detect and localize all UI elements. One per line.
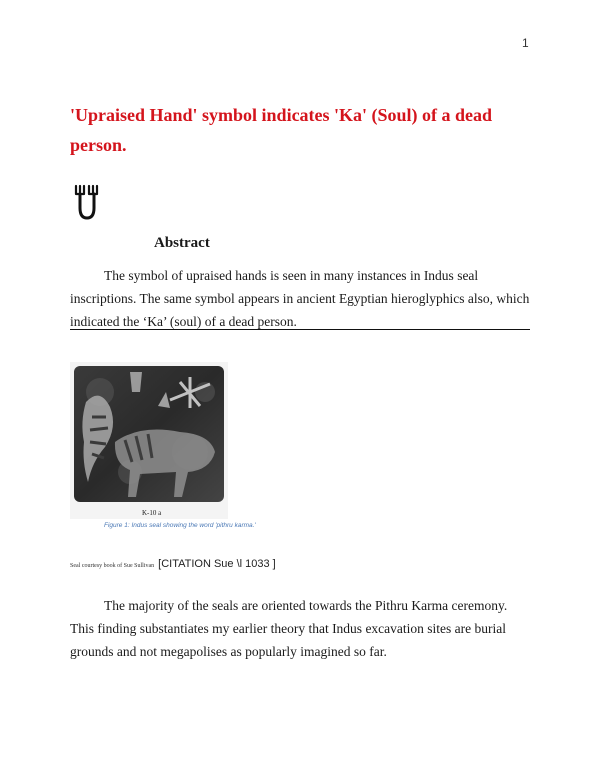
seal-credit: Seal courtesy book of Sue Sullivan (70, 563, 155, 569)
page-number: 1 (522, 36, 529, 50)
abstract-paragraph: The symbol of upraised hands is seen in many instances in Indus seal inscriptions. The same symbol appears in ancient Egyptian hieroglyphics also, which indicated the ‘Ka’ (soul) of a dead person. (70, 268, 530, 329)
credit-line (70, 554, 276, 572)
section-divider (70, 329, 530, 330)
upraised-hands-glyph-icon (70, 182, 104, 222)
page-title: 'Upraised Hand' symbol indicates 'Ka' (Soul) of a dead person. (70, 105, 493, 155)
citation-field: [CITATION Sue \l 1033 ] (158, 558, 276, 570)
figure-caption: Figure 1: Indus seal showing the word 'pithru karma.' (104, 522, 256, 529)
body-paragraph: The majority of the seals are oriented towards the Pithru Karma ceremony. This finding substantiates my earlier theory that Indus excavation sites are burial grounds and not megapolises as popularly imagined so far. (70, 598, 508, 659)
seal-label: K-10 a (142, 509, 162, 517)
abstract-heading: Abstract (154, 235, 210, 251)
indus-seal-figure (70, 362, 228, 519)
